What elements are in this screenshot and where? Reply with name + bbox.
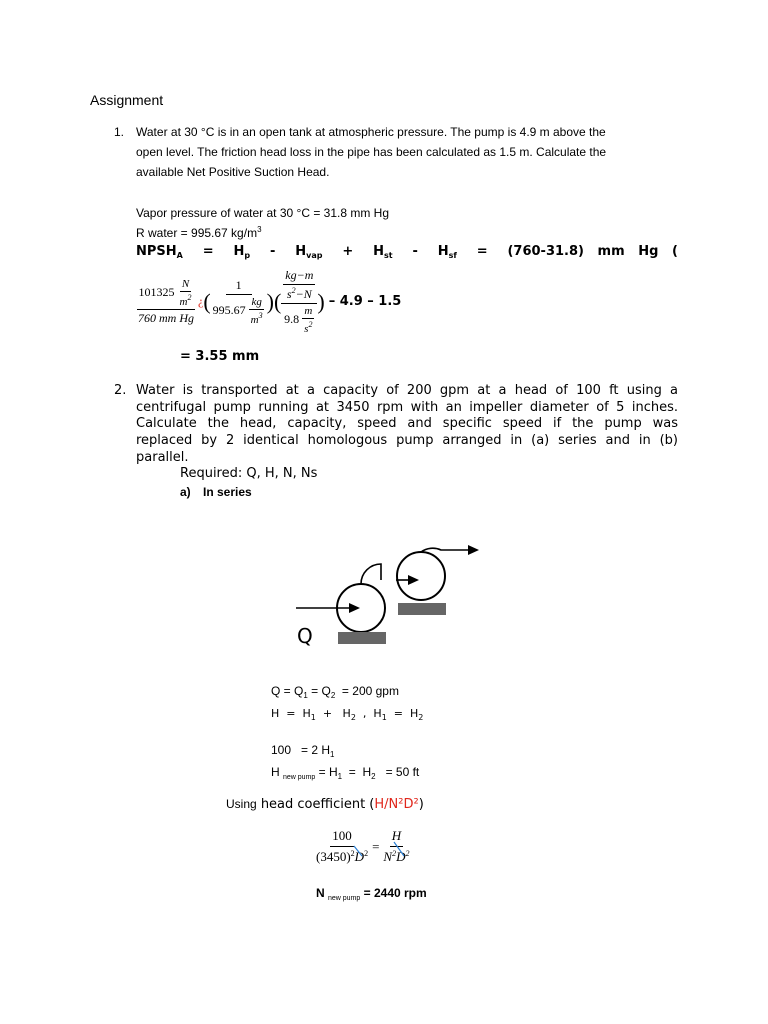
- s-exponent: 2: [291, 286, 296, 295]
- formula-tail: – 4.9 – 1.5: [328, 294, 402, 309]
- calc-1-c: = 200 gpm: [335, 684, 399, 698]
- calc-4-b: = H: [315, 765, 338, 779]
- m-unit: m: [179, 295, 188, 308]
- hvap-label: H: [295, 244, 307, 259]
- calc-2-a: H = H: [271, 707, 311, 720]
- left-numerator: 100: [330, 828, 354, 847]
- m3-base: m: [250, 313, 259, 326]
- problem-2-line-1: Water is transported at a capacity of 200 gpm at a head of 100 ft using a: [136, 383, 678, 398]
- calc-3-sub: 1: [330, 750, 335, 759]
- newton-unit: N: [181, 277, 190, 290]
- hst-label: H: [373, 244, 384, 259]
- npsh-subscript: A: [176, 251, 183, 260]
- calc-line-2: [271, 707, 423, 722]
- m3-exponent: 3: [258, 310, 263, 320]
- m2-unit: [178, 292, 194, 308]
- left-diameter-exponent: 2: [364, 849, 369, 858]
- coefficient-text: head coefficient (: [256, 797, 375, 812]
- problem-2-line-3: Calculate the head, capacity, speed and specific speed if the pump was: [136, 416, 678, 431]
- calc-line-4: [271, 765, 419, 781]
- right-numerator: H: [390, 828, 403, 847]
- calc-4-a: H: [271, 765, 283, 779]
- npsh-formula: [136, 268, 401, 335]
- gravity-s2-unit: [302, 319, 314, 335]
- n-unit: −N: [295, 287, 312, 301]
- pump-2: [397, 552, 446, 615]
- strike-mark-left: [354, 846, 362, 856]
- npsh-hvap: [295, 244, 322, 260]
- gc-numerator: [281, 268, 317, 304]
- right-diameter-exponent: 2: [405, 849, 410, 858]
- calc-2-sub-3: 1: [381, 713, 387, 722]
- npsh-label: NPSH: [136, 244, 177, 259]
- page-heading: Assignment: [90, 92, 164, 108]
- strike-mark-right: [394, 842, 404, 856]
- pump-2-base: [398, 603, 446, 615]
- paren-open-1: (: [203, 288, 211, 314]
- hsf-label: H: [437, 244, 449, 259]
- pressure-value: 101325: [138, 284, 175, 299]
- water-density-exponent: 3: [257, 225, 262, 234]
- calc-1-a: Q = Q: [271, 684, 304, 698]
- glyph-marker: ¿: [198, 294, 204, 308]
- problem-1-line-3: available Net Positive Suction Head.: [136, 165, 330, 179]
- speed-result-a: N: [316, 886, 328, 900]
- right-speed: N: [383, 849, 393, 864]
- calc-4-d: = 50 ft: [375, 765, 420, 779]
- pressure-numerator: [137, 278, 196, 310]
- npsh-equation: [136, 244, 678, 260]
- right-diameter: D: [396, 849, 406, 864]
- hst-subscript: st: [383, 251, 393, 260]
- s2n-unit: [285, 285, 314, 302]
- kg-per-m3: [249, 296, 265, 326]
- calc-1-b: = Q: [307, 684, 331, 698]
- speed-value: (3450): [316, 849, 351, 864]
- coefficient-close: ): [418, 797, 424, 812]
- calc-line-1: [271, 684, 399, 700]
- ratio-equals: =: [372, 838, 380, 854]
- head-coefficient-line: [226, 796, 424, 812]
- kgm-unit: kg−m: [283, 268, 315, 285]
- npsh-lhs: [136, 244, 183, 260]
- calc-4-sub-1: 1: [337, 772, 343, 781]
- speed-result: [316, 886, 427, 902]
- kg-unit: kg: [251, 295, 262, 308]
- m-exponent: 2: [187, 292, 192, 302]
- series-title: In series: [203, 485, 252, 499]
- connector-pipe: [361, 564, 419, 585]
- pump-1: [337, 584, 386, 644]
- hp-label: H: [233, 244, 245, 259]
- gravity-m-unit: m: [304, 305, 313, 317]
- calc-4-c: = H: [342, 765, 372, 779]
- npsh-rhs: (760-31.8) mm Hg (: [507, 244, 678, 259]
- inlet-arrow-icon: [296, 603, 360, 613]
- pressure-denominator: 760 mm Hg: [138, 310, 194, 325]
- right-speed-exponent: 2: [392, 849, 397, 858]
- problem-1-line-1: Water at 30 °C is in an open tank at atmospheric pressure. The pump is 4.9 m above the: [136, 125, 606, 139]
- calc-2-c: , H: [355, 707, 382, 720]
- paren-open-2: (: [273, 288, 282, 314]
- speed-result-subscript: new pump: [328, 895, 361, 902]
- pressure-fraction: [136, 278, 196, 326]
- calc-2-sub-4: 2: [418, 713, 424, 722]
- npsh-hp: [233, 244, 250, 260]
- newton-per-m2: [178, 278, 194, 308]
- minus-sign-2: -: [412, 244, 418, 259]
- hvap-subscript: vap: [306, 251, 323, 260]
- calc-4-subscript: new pump: [283, 774, 316, 781]
- npsh-result: = 3.55 mm: [180, 349, 260, 364]
- paren-close-2: ): [317, 288, 325, 314]
- speed-result-b: = 2440 rpm: [360, 886, 427, 900]
- problem-2-line-5: parallel.: [136, 450, 189, 465]
- gc-fraction: [281, 268, 317, 335]
- problem-1-line-2: open level. The friction head loss in the pipe has been calculated as 1.5 m. Calculate the: [136, 145, 607, 159]
- required-line: Required: Q, H, N, Ns: [180, 466, 318, 481]
- left-diameter: D: [354, 849, 365, 864]
- water-density-text: R water = 995.67 kg/m: [136, 226, 258, 240]
- density-numerator: 1: [226, 278, 252, 295]
- pump-1-base: [338, 632, 386, 644]
- rhs-equals: =: [476, 244, 488, 259]
- water-density-line: [136, 225, 262, 240]
- calc-2-sub-2: 2: [350, 713, 356, 722]
- plus-sign: +: [342, 244, 354, 259]
- speed-exponent: 2: [350, 849, 355, 858]
- s-unit: s: [286, 287, 292, 301]
- paren-close-1: ): [266, 288, 274, 314]
- density-fraction: [211, 278, 267, 326]
- coefficient-highlight: H/N²D²: [374, 797, 419, 812]
- problem-2-line-4: replaced by 2 identical homologous pump arranged in (a) series and in (b): [136, 433, 678, 448]
- density-denominator: [211, 295, 267, 326]
- npsh-hsf: [438, 244, 457, 260]
- m3-unit: [249, 310, 265, 326]
- minus-sign-1: -: [269, 244, 276, 259]
- calc-4-sub-2: 2: [371, 772, 376, 781]
- problem-2-number: 2.: [114, 383, 127, 398]
- pump-series-diagram: [290, 538, 490, 650]
- calc-2-sub-1: 1: [310, 713, 316, 722]
- problem-1-number: 1.: [114, 125, 125, 139]
- hp-subscript: p: [244, 251, 251, 260]
- gravity-value: 9.8: [284, 311, 300, 326]
- density-value: 995.67: [212, 302, 246, 317]
- npsh-equals: =: [202, 244, 214, 259]
- calc-line-3: [271, 743, 335, 759]
- calc-2-d: = H: [386, 707, 419, 720]
- npsh-hst: [373, 244, 392, 260]
- problem-2-line-2: centrifugal pump running at 3450 rpm with an impeller diameter of 5 inches.: [136, 400, 678, 415]
- series-sublabel: a): [180, 485, 191, 499]
- calc-1-sub-1: 1: [303, 691, 308, 700]
- pump-2-impeller-icon: [397, 552, 445, 600]
- gravity-s-exponent: 2: [308, 320, 313, 329]
- cancel-strike-marks: [350, 840, 410, 870]
- vapor-pressure-line: Vapor pressure of water at 30 °C = 31.8 mm Hg: [136, 206, 390, 220]
- m-per-s2: [302, 305, 314, 335]
- kgm-per-s2n: [283, 268, 315, 302]
- gc-denominator: [282, 304, 316, 335]
- flow-q-label: Q: [297, 624, 313, 648]
- using-label: Using: [226, 797, 257, 811]
- hsf-subscript: sf: [448, 251, 457, 260]
- calc-2-b: + H: [315, 707, 351, 720]
- calc-3-a: 100 = 2 H: [271, 743, 331, 757]
- gravity-s-unit: s: [304, 323, 309, 335]
- calc-1-sub-2: 2: [330, 691, 336, 700]
